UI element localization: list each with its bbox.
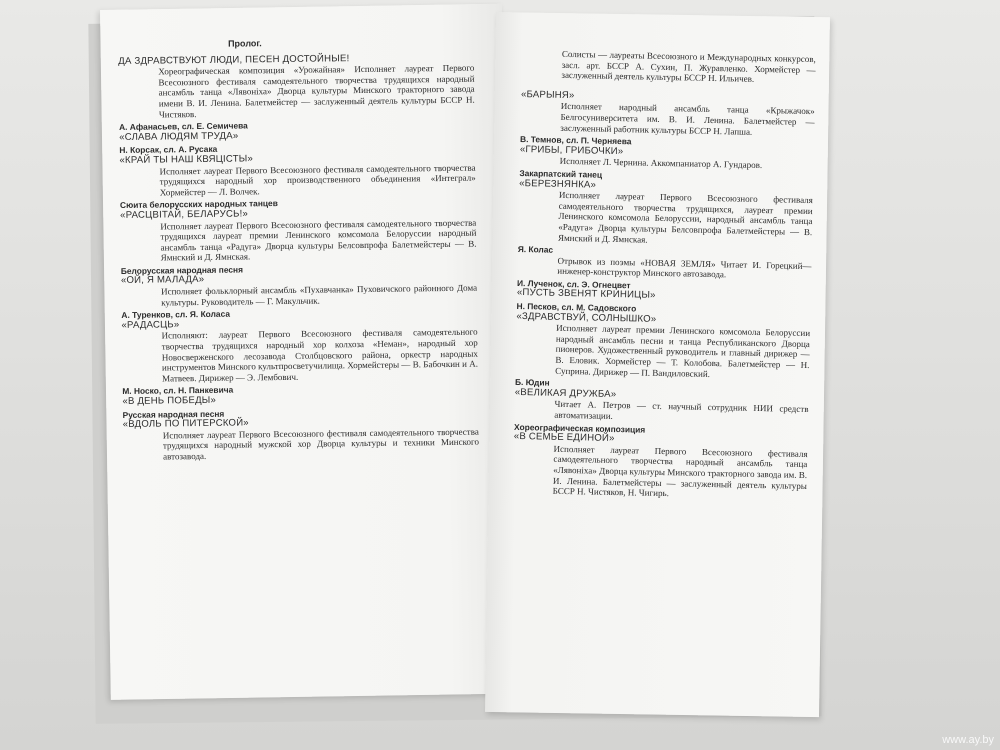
item-body: Исполняет лауреат Первого Всесоюзного фестиваля самодеятельного творчества трудящихся народный хор производственного объединения «Интеграл» Хормейстер — Л. Волчек. [159,162,476,198]
item-author: Хореографическая композиция [513,421,646,435]
item-author: Закарпатский танец [519,167,603,180]
program-item [514,377,815,426]
item-author: Б. Юдин [514,377,550,388]
program-item [118,52,481,120]
item-title: «ЗДРАВСТВУЙ, СОЛНЫШКО» [516,310,657,325]
item-title: «СЛАВА ЛЮДЯМ ТРУДА» [119,130,239,143]
program-item [121,306,484,385]
item-title: «ПУСТЬ ЗВЕНЯТ КРИНИЦЫ» [516,287,656,302]
item-title: «В СЕМЬЕ ЕДИНОЙ» [513,431,615,445]
item-title: «ОЙ, Я МАЛАДА» [120,274,205,287]
watermark: www.ay.by [942,734,994,746]
program-item [518,168,819,248]
item-author: В. Темнов, сл. П. Черняева [519,134,632,147]
right-column [513,48,822,504]
item-author: Белорусская народная песня [120,264,244,276]
item-title: «ГРИБЫ, ГРИБОЧКИ» [519,143,624,157]
program-item [517,244,818,282]
item-title: ДА ЗДРАВСТВУЮТ ЛЮДИ, ПЕСЕН ДОСТОЙНЫЕ! [118,52,350,67]
item-title: «В ДЕНЬ ПОБЕДЫ» [122,394,217,407]
item-author: Сюита белорусских народных танцев [119,198,278,211]
item-author: А. Туренков, сл. Я. Коласа [121,308,231,321]
item-body: Исполняет лауреат Первого Всесоюзного фестиваля самодеятельного творчества народный ансамбль танца «Лявоніха» Дворца культуры Минского тракторного завода им. В. И. Ленина. Балетмейстеры — заслуженный деятель культуры БССР Н. Чистяков, Н. Чигирь. [552,443,808,499]
item-author: Русская народная песня [122,408,225,420]
item-body: Исполняет лауреат премии Ленинского комсомола Белоруссии народный ансамбль песни и танца Республиканского Дворца пионеров. Художественный руководитель и главный дирижер — В. Еловик. Хормейстер — Т. Колобова. Балетмейстер — Н. Суприна. Дирижер — П. Вандиловский. [555,323,811,379]
program-item [513,422,814,502]
item-body: Исполняет фольклорный ансамбль «Пухавчанка» Пуховичского районного Дома культуры. Руководитель — Г. Макульчик. [161,282,478,308]
item-body: Исполняет лауреат Первого Всесоюзного фестиваля самодеятельного творчества трудящихся народный мужской хор Дворца культуры и техники Минского автозавода. [162,426,479,462]
program-item [521,48,822,86]
program-item [119,118,481,144]
item-author: И. Лученок, сл. Э. Огнецвет [516,277,631,291]
program-item [123,405,486,462]
item-title: «БЕРЕЗНЯНКА» [519,177,597,191]
item-body: Исполняет Л. Чернина. Аккомпаниатор А. Гундаров. [559,156,763,171]
item-body: Исполняет лауреат Первого Всесоюзного фестиваля самодеятельного творчества трудящихся лауреат премии Ленинского комсомола Белоруссии народный ансамбль танца «Радуга» Дворца культуры Белсовпрофа Балетмейстеры — В. Ямнский и Д. Ямнская. [160,217,477,263]
program-item [122,382,484,408]
program-item [515,301,816,381]
item-body: Отрывок из поэмы «НОВАЯ ЗЕМЛЯ» Читает И. Горецкий—инженер-конструктор Минского автозавода. [557,255,812,280]
item-title: «ВДОЛЬ ПО ПИТЕРСКОЙ» [122,417,249,431]
program-item [520,134,821,172]
program-item [520,90,821,139]
item-author: Н. Песков, сл. М. Садовского [516,301,637,314]
item-body: Солисты — лауреаты Всесоюзного и Международных конкурсов, засл. арт. БССР А. Сухин, П. Журавленко. Хормейстер — заслуженный деятель культуры БССР Н. Ильичев. [561,48,816,85]
item-body: Исполняют: лауреат Первого Всесоюзного фестиваля самодеятельного творчества трудящихся народный хор колхоза «Неман», народный хор Новосверженского лесозавода Столбцовского района, оркестр народных инструментов Минского культпросветучилища. Хормейстеры — В. Бабочкин и А. Матвеев. Дирижер — Э. Лембович. [161,327,479,384]
item-body: Читает А. Петров — ст. научный сотрудник НИИ средств автоматизации. [554,399,809,421]
item-body: Исполняет народный ансамбль танца «Крыжачок» Белгосуниверситета им. В. И. Ленина. Балетмейстер — заслуженный работник культуры БССР Н. Лапша. [560,101,815,137]
item-author: А. Афанасьев, сл. Е. Семичева [119,120,248,133]
program-item [121,261,483,308]
item-author: Я. Колас [517,244,554,255]
item-title: «БАРЫНЯ» [520,88,575,101]
item-title: «РАДАСЦЬ» [121,319,180,331]
item-title: «ВЕЛИКАЯ ДРУЖБА» [514,386,617,400]
left-column [118,36,485,465]
item-author: М. Носко, сл. Н. Панкевича [122,385,234,397]
item-title: «РАСЦВІТАЙ, БЕЛАРУСЬ!» [120,208,249,221]
item-body: Исполняет лауреат Первого Всесоюзного фестиваля самодеятельного творчества трудящихся, лауреат премии Ленинского комсомола Белоруссии, народный ансамбль танца «Радуга» Дворца культуры Белсовпрофа Балетмейстеры — В. Ямнский и Д. Ямнская. [557,189,813,245]
program-item [120,196,483,264]
item-author: Н. Корсак, сл. А. Русака [119,144,218,156]
item-title: «КРАЙ ТЫ НАШ КВЯЦІСТЫ» [119,153,254,166]
item-body: Хореографическая композиция «Урожайная» Исполняет лауреат Первого Всесоюзного фестиваля самодеятельного творчества трудящихся народный ансамбль танца «Лявоніха» Дворца культуры Минского тракторного завода имени В. И. Ленина. Балетмейстер — заслуженный деятель культуры БССР Н. Чистяков. [158,62,475,120]
program-item [119,141,482,198]
prolog-heading: Пролог. [227,38,262,49]
